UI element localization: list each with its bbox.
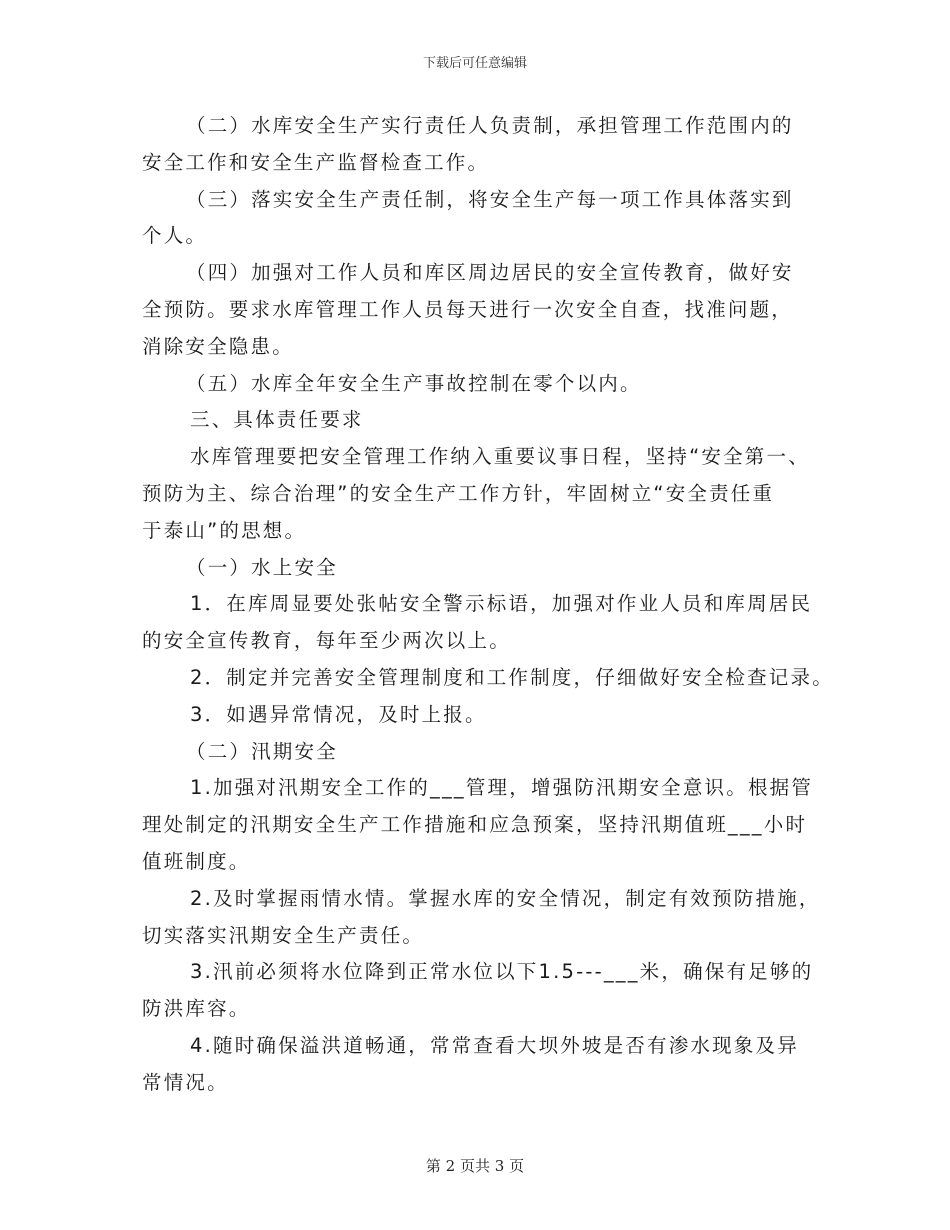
paragraph-line: 水库管理要把安全管理工作纳入重要议事日程，坚持“安全第一、 [190, 445, 810, 469]
paragraph-line: （三）落实安全生产责任制，将安全生产每一项工作具体落实到 [186, 187, 794, 211]
paragraph-line: 2．制定并完善安全管理制度和工作制度，仔细做好安全检查记录。 [190, 665, 834, 689]
paragraph-line: （四）加强对工作人员和库区周边居民的安全宣传教育，做好安 [186, 261, 794, 285]
paragraph-line: 安全工作和安全生产监督检查工作。 [142, 150, 490, 174]
paragraph-line: 3.汛前必须将水位降到正常水位以下1.5---___米，确保有足够的 [190, 960, 814, 984]
paragraph-line: 理处制定的汛期安全生产工作措施和应急预案，坚持汛期值班___小时 [142, 813, 808, 837]
paragraph-line: 2.及时掌握雨情水情。掌握水库的安全情况，制定有效预防措施， [190, 886, 821, 910]
paragraph-line: 的安全宣传教育，每年至少两次以上。 [142, 629, 511, 653]
paragraph-line: （二）水库安全生产实行责任人负责制，承担管理工作范围内的 [186, 114, 794, 137]
subsection-heading: （二）汛期安全 [186, 739, 338, 763]
section-heading: 三、具体责任要求 [190, 408, 364, 432]
paragraph-line: 4.随时确保溢洪道畅通，常常查看大坝外坡是否有渗水现象及异 [190, 1033, 799, 1057]
subsection-heading: （一）水上安全 [186, 555, 338, 579]
document-body [142, 108, 834, 1102]
paragraph-line: 值班制度。 [142, 849, 251, 873]
paragraph-line: （五）水库全年安全生产事故控制在零个以内。 [186, 371, 642, 395]
paragraph-line: 1．在库周显要处张帖安全警示标语，加强对作业人员和库周居民 [190, 592, 813, 616]
paragraph-line: 于泰山”的思想。 [142, 518, 307, 542]
paragraph-line: 消除安全隐患。 [142, 334, 294, 358]
paragraph-line: 防洪库容。 [142, 997, 251, 1021]
paragraph-line: 常情况。 [142, 1070, 229, 1094]
page-header: 下载后可任意编辑 [422, 56, 527, 71]
paragraph-line: 1.加强对汛期安全工作的___管理，增强防汛期安全意识。根据管 [190, 776, 814, 800]
paragraph-line: 全预防。要求水库管理工作人员每天进行一次安全自查，找准问题， [142, 297, 794, 321]
paragraph-line: 切实落实汛期安全生产责任。 [142, 923, 425, 947]
page-footer: 第 2 页共 3 页 [425, 1157, 525, 1175]
paragraph-line: 3．如遇异常情况，及时上报。 [190, 702, 487, 726]
paragraph-line: 预防为主、综合治理”的安全生产工作方针，牢固树立“安全责任重 [142, 481, 775, 505]
paragraph-line: 个人。 [142, 224, 208, 248]
